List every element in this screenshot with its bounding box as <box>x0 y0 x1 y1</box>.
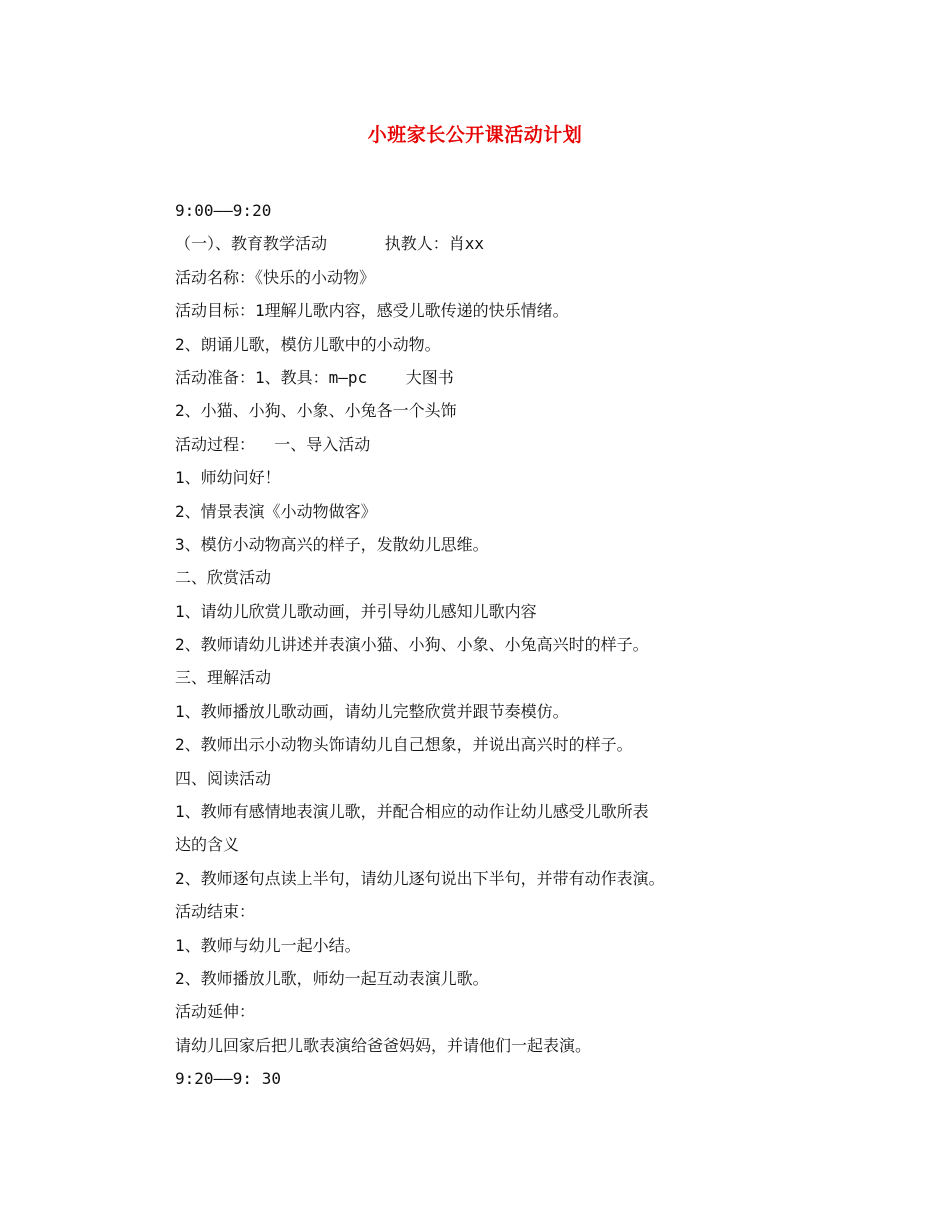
section-teaching-activity: （一）、教育教学活动 执教人：肖xx <box>175 234 485 254</box>
activity-goal-2: 2、朗诵儿歌，模仿儿歌中的小动物。 <box>175 334 441 354</box>
activity-name: 活动名称：《快乐的小动物》 <box>175 267 376 287</box>
appreciation-step-1: 1、请幼儿欣赏儿歌动画，并引导幼儿感知儿歌内容 <box>175 601 537 621</box>
understanding-step-2: 2、教师出示小动物头饰请幼儿自己想象，并说出高兴时的样子。 <box>175 735 633 755</box>
activity-end-heading: 活动结束： <box>175 902 256 922</box>
activity-goal-1: 活动目标：1理解儿歌内容，感受儿歌传递的快乐情绪。 <box>175 301 569 321</box>
document-body <box>175 194 775 1096</box>
activity-extension-heading: 活动延伸： <box>175 1002 256 1022</box>
reading-step-1: 1、教师有感情地表演儿歌，并配合相应的动作让幼儿感受儿歌所表 <box>175 802 649 822</box>
activity-prep-1: 活动准备：1、教具：m—pc 大图书 <box>175 367 454 387</box>
schedule-time-start: 9:00——9:20 <box>175 201 272 220</box>
reading-heading: 四、阅读活动 <box>175 768 272 788</box>
activity-extension-text: 请幼儿回家后把儿歌表演给爸爸妈妈，并请他们一起表演。 <box>175 1035 592 1055</box>
reading-step-2: 2、教师逐句点读上半句，请幼儿逐句说出下半句，并带有动作表演。 <box>175 868 665 888</box>
intro-step-1: 1、师幼问好！ <box>175 468 281 488</box>
activity-end-step-2: 2、教师播放儿歌，师幼一起互动表演儿歌。 <box>175 968 489 988</box>
understanding-step-1: 1、教师播放儿歌动画，请幼儿完整欣赏并跟节奏模仿。 <box>175 701 569 721</box>
document-title: 小班家长公开课活动计划 <box>367 124 583 146</box>
activity-process-heading: 活动过程： 一、导入活动 <box>175 434 371 454</box>
appreciation-heading: 二、欣赏活动 <box>175 568 272 588</box>
schedule-time-next: 9:20——9: 30 <box>175 1069 281 1089</box>
understanding-heading: 三、理解活动 <box>175 668 272 688</box>
intro-step-2: 2、情景表演《小动物做客》 <box>175 501 377 521</box>
intro-step-3: 3、模仿小动物高兴的样子，发散幼儿思维。 <box>175 534 489 554</box>
reading-step-1-cont: 达的含义 <box>175 835 240 855</box>
activity-end-step-1: 1、教师与幼儿一起小结。 <box>175 935 361 955</box>
appreciation-step-2: 2、教师请幼儿讲述并表演小猫、小狗、小象、小兔高兴时的样子。 <box>175 635 649 655</box>
activity-prep-2: 2、小猫、小狗、小象、小兔各一个头饰 <box>175 401 457 421</box>
